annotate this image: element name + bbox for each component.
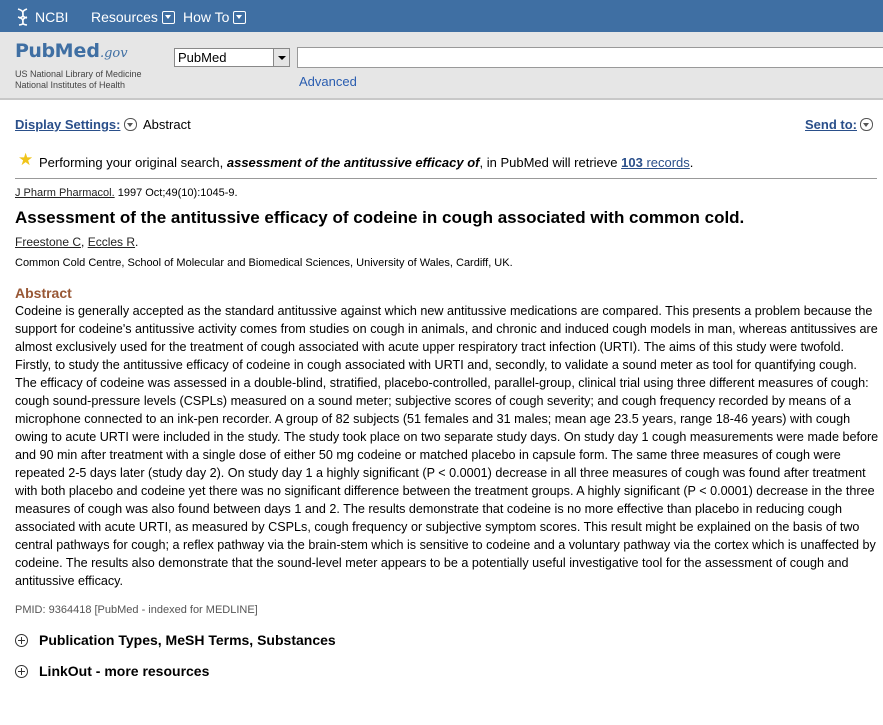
author-list [15,235,138,249]
records-link[interactable] [621,155,690,170]
star-icon: ★ [18,150,34,169]
pubmed-subtitle [15,69,142,91]
ncbi-logo[interactable] [15,7,68,27]
citation-details: 1997 Oct;49(10):1045-9. [114,187,238,199]
logo-med: Med [54,40,100,62]
expand-plus-icon[interactable] [15,665,28,678]
records-label: records [642,155,690,170]
chevron-down-icon[interactable] [860,118,873,131]
dropdown-arrow-icon[interactable] [273,49,289,66]
chevron-down-icon [162,11,175,24]
author-link[interactable]: Eccles R [87,235,136,249]
pubmed-logo[interactable] [15,40,128,62]
expand-plus-icon[interactable] [15,634,28,647]
ncbi-logo-text: NCBI [35,9,69,25]
chevron-down-icon [233,11,246,24]
abstract-heading: Abstract [15,285,72,301]
subtitle-line-2: National Institutes of Health [15,80,126,90]
search-message-query: assessment of the antitussive efficacy of [226,155,480,170]
expander-label[interactable]: LinkOut - more resources [39,663,210,679]
search-message-prefix: Performing your original search, [39,155,227,170]
publication-types-expander[interactable] [15,632,336,648]
abstract-text: Codeine is generally accepted as the standard antitussive against which new antitussive medications are compared. This presents a problem because the support for codeine's antitussive activity comes from studies on cough in animals, and chronic and induced cough models in man, whereas antitussives are almost exclusively used for the treatment of cough associated with acute upper respiratory tract infection (URTI). The aims of this study were twofold. Firstly, to study the antitussive efficacy of codeine in cough associated with URTI and, secondly, to validate a sound meter as tool for quantifying cough. The efficacy of codeine was assessed in a double-blind, stratified, placebo-controlled, parallel-group, clinical trial using three different measures of cough: cough sound-pressure levels (CSPLs) measured on a sound meter; subjective scores of cough severity; and cough frequency recorded by means of a microphone connected to an ink-pen recorder. A group of 82 subjects (51 females and 31 males; mean age 23.5 years, range 18-46 years) with cough owing to acute URTI were included in the study. The study took place on two separate study days. On study day 1 cough measurements were made before and 90 min after treatment with a single dose of either 50 mg codeine or matched placebo in capsule form. The same three measures of cough were repeated 2-5 days later (study day 2). On study day 1 a highly significant (P < 0.0001) decrease in all three measures of cough was found after treatment with both placebo and codeine yet there was no significant difference between the treatment groups. A highly significant (P < 0.0001) decrease in the three measures of cough was also found between days 1 and 2. The results demonstrate that codeine is no more effective than placebo in reducing cough associated with acute URTI, as measured by CSPLs, cough frequency or subjective symptom scores. This result might be explained on the basis of two central pathways for cough; a reflex pathway via the brain-stem which is sensitive to codeine and a voluntary pathway via the cortex which is unaffected by codeine. The results also demonstrate that the sound-level meter appears to be a potentially useful investigative tool for the assessment of cough and antitussive efficacy. [15,304,879,588]
article-title: Assessment of the antitussive efficacy of codeine in cough associated with common cold. [15,208,745,227]
advanced-search-link[interactable]: Advanced [299,74,357,89]
author-end: . [135,235,139,249]
nav-how-to[interactable] [183,9,246,25]
database-select[interactable] [174,48,290,67]
pubmed-header [0,32,883,100]
search-message-middle: , in PubMed will retrieve [479,155,622,170]
nav-how-to-label: How To [183,9,230,25]
search-message [39,155,693,170]
display-format-value: Abstract [143,117,191,132]
ncbi-top-bar [0,0,883,32]
divider [15,178,877,179]
author-separator: , [81,235,88,249]
expander-label[interactable]: Publication Types, MeSH Terms, Substances [39,632,336,648]
nav-resources[interactable] [91,9,175,25]
display-settings-link[interactable]: Display Settings: [15,117,121,132]
ncbi-helix-icon [15,8,31,26]
pmid-line: PMID: 9364418 [PubMed - indexed for MEDLINE] [15,604,258,616]
author-link[interactable]: Freestone C [15,235,82,249]
database-select-value: PubMed [178,50,227,65]
logo-pub: Pub [15,40,55,62]
subtitle-line-1: US National Library of Medicine [15,69,142,79]
records-count: 103 [621,155,643,170]
linkout-expander[interactable] [15,663,209,679]
nav-resources-label: Resources [91,9,158,25]
send-to-link[interactable]: Send to: [805,117,857,132]
citation [15,187,238,199]
search-message-suffix: . [689,155,694,170]
search-input[interactable] [297,47,883,68]
affiliation: Common Cold Centre, School of Molecular and Biomedical Sciences, University of Wales, Cardiff, UK. [15,257,513,269]
journal-link[interactable]: J Pharm Pharmacol. [15,187,115,199]
logo-gov: .gov [99,46,128,61]
chevron-down-icon[interactable] [124,118,137,131]
